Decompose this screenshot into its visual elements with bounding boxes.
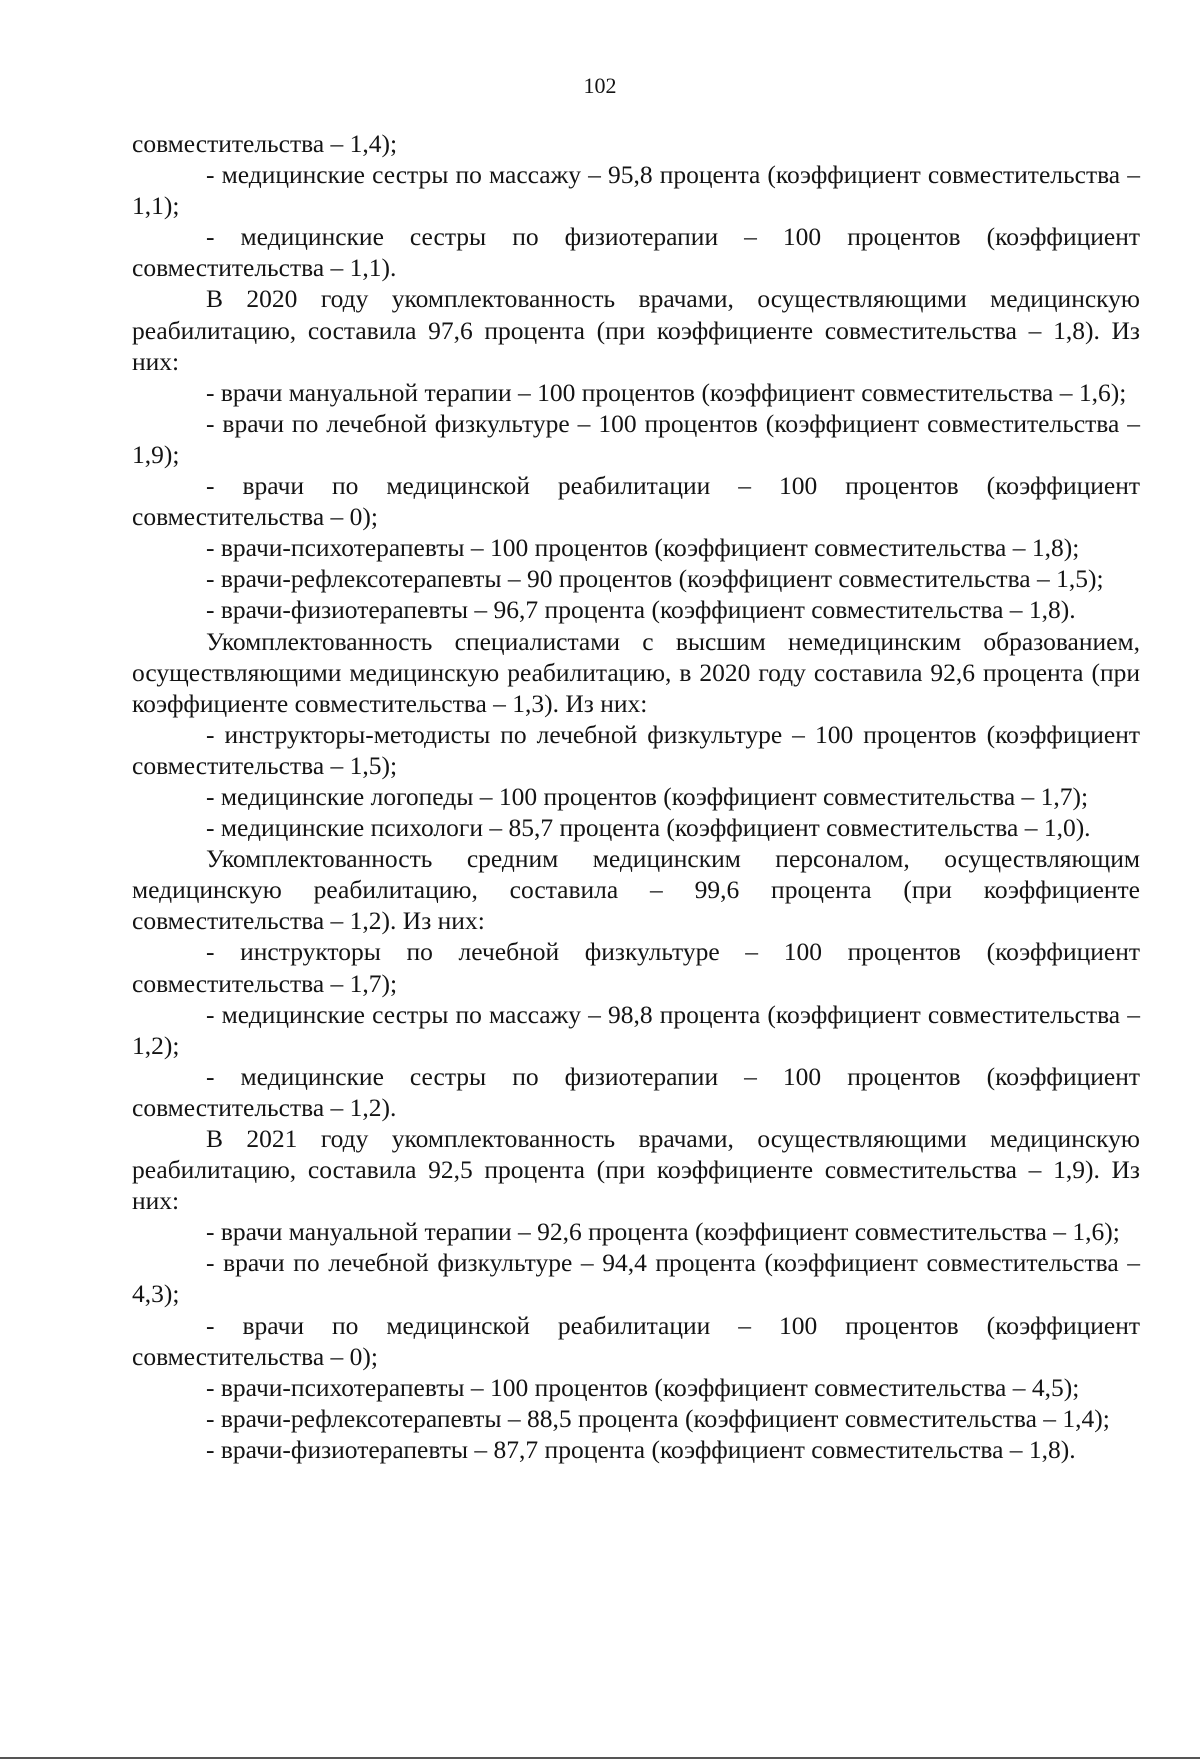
- scan-edge-line: [0, 1757, 1200, 1759]
- list-item: - врачи по медицинской реабилитации – 100 процентов (коэффициент совместительства – 0);: [132, 1310, 1140, 1371]
- list-item: - инструкторы по лечебной физкультуре – 100 процентов (коэффициент совместительства – 1,7);: [132, 937, 1140, 998]
- list-item: - инструкторы-методисты по лечебной физкультуре – 100 процентов (коэффициент совместительства – 1,5);: [132, 719, 1140, 780]
- continuation-line: совместительства – 1,4);: [132, 129, 398, 158]
- paragraph: Укомплектованность средним медицинским персоналом, осуществляющим медицинскую реабилитацию, составила – 99,6 процента (при коэффициенте совместительства – 1,2). Из них:: [132, 844, 1140, 936]
- list-item: - врачи мануальной терапии – 92,6 процента (коэффициент совместительства – 1,6);: [206, 1217, 1120, 1247]
- list-item: - медицинские сестры по физиотерапии – 100 процентов (коэффициент совместительства – 1,1).: [132, 222, 1140, 283]
- paragraph: В 2020 году укомплектованность врачами, осуществляющими медицинскую реабилитацию, составила 97,6 процента (при коэффициенте совместительства – 1,8). Из них:: [132, 284, 1140, 376]
- paragraph: Укомплектованность специалистами с высшим немедицинским образованием, осуществляющими медицинскую реабилитацию, в 2020 году составила 92,6 процента (при коэффициенте совместительства – 1,3). Из них:: [132, 626, 1140, 718]
- list-item: - врачи по медицинской реабилитации – 100 процентов (коэффициент совместительства – 0);: [132, 471, 1140, 532]
- list-item: - врачи-психотерапевты – 100 процентов (коэффициент совместительства – 1,8);: [206, 533, 1080, 563]
- list-item: - врачи по лечебной физкультуре – 100 процентов (коэффициент совместительства – 1,9);: [132, 408, 1140, 469]
- list-item: - врачи-рефлексотерапевты – 88,5 процента (коэффициент совместительства – 1,4);: [206, 1403, 1110, 1433]
- list-item: - врачи мануальной терапии – 100 процентов (коэффициент совместительства – 1,6);: [206, 377, 1127, 407]
- list-item: - медицинские логопеды – 100 процентов (коэффициент совместительства – 1,7);: [206, 781, 1089, 811]
- list-item: - медицинские сестры по массажу – 98,8 процента (коэффициент совместительства – 1,2);: [132, 999, 1140, 1060]
- list-item: - врачи-рефлексотерапевты – 90 процентов (коэффициент совместительства – 1,5);: [206, 564, 1104, 594]
- list-item: - медицинские психологи – 85,7 процента (коэффициент совместительства – 1,0).: [206, 813, 1091, 843]
- list-item: - врачи-физиотерапевты – 96,7 процента (коэффициент совместительства – 1,8).: [206, 595, 1076, 625]
- list-item: - врачи по лечебной физкультуре – 94,4 процента (коэффициент совместительства – 4,3);: [132, 1248, 1140, 1309]
- document-body: [132, 128, 1140, 1465]
- list-item: - медицинские сестры по физиотерапии – 100 процентов (коэффициент совместительства – 1,2).: [132, 1061, 1140, 1122]
- list-item: - медицинские сестры по массажу – 95,8 процента (коэффициент совместительства – 1,1);: [132, 160, 1140, 221]
- paragraph: В 2021 году укомплектованность врачами, осуществляющими медицинскую реабилитацию, составила 92,5 процента (при коэффициенте совместительства – 1,9). Из них:: [132, 1124, 1140, 1216]
- list-item: - врачи-психотерапевты – 100 процентов (коэффициент совместительства – 4,5);: [206, 1372, 1080, 1402]
- page-number: 102: [583, 73, 617, 98]
- list-item: - врачи-физиотерапевты – 87,7 процента (коэффициент совместительства – 1,8).: [206, 1434, 1076, 1464]
